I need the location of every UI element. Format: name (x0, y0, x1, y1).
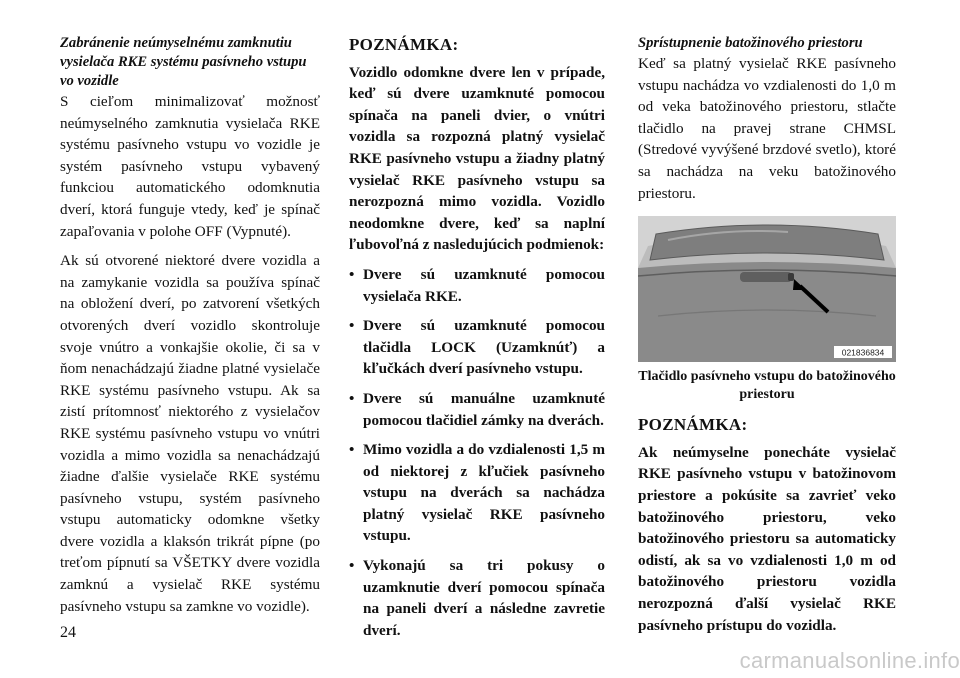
trunk-button-figure (638, 216, 896, 362)
note-heading-trunk: POZNÁMKA: (638, 415, 748, 435)
figure-code-label: 021836834 (841, 347, 885, 358)
paragraph-auto-unlock-intro: S cieľom minimalizovať možnosť neúmyselného zamknutia vysielača RKE systému pasívneho vstupu vo vozidle je systém pasívneho vstupu vybavený funkciou automatického odomknutia dverí, ktorá funguje vtedy, keď je spínač zapaľovania v polohe OFF (Vypnuté). (60, 93, 320, 240)
note-intro: Vozidlo odomkne dvere len v prípade, keď sú dvere uzamknuté pomocou spínača na paneli dvier, o vnútri vozidla sa rozpozná platný vysielač RKE pasívneho vstupu a žiadny platný vysielač RKE pasívneho vstupu sa nerozpozná mimo vozidla. Vozidlo neodomkne dvere, keď sa naplní ľubovoľná z nasledujúcich podmienok: (349, 63, 605, 254)
right-column (638, 34, 896, 644)
section-heading-unintended-lock: Zabránenie neúmyselnému zamknutiu vysielača RKE systému pasívneho vstupu vo vozidle (60, 35, 307, 89)
note-text-trunk: Ak neúmyselne ponecháte vysielač RKE pasívneho vstupu v batožinovom priestore a pokúsite sa zavrieť veko batožinového priestoru, veko batožinového priestoru sa automaticky odistí, ak sa vo vzdialenosti 1,0 m od batožinového priestoru vozidla nerozpozná ďalší vysielač RKE pasívneho prístupu do vozidla. (638, 443, 896, 634)
section-heading-trunk-access: Sprístupnenie batožinového priestoru (638, 35, 863, 51)
list-item: • Dvere sú uzamknuté pomocou vysielača RKE. (349, 264, 605, 307)
left-column (60, 34, 320, 625)
page-number: 24 (60, 624, 76, 641)
list-item: • Dvere sú uzamknuté pomocou tlačidla LOCK (Uzamknúť) a kľučkách dverí pasívneho vstupu. (349, 315, 605, 380)
list-item: • Mimo vozidla a do vzdialenosti 1,5 m od niektorej z kľučiek pasívneho vstupu na dverách sa nachádza platný vysielač RKE pasívneho vstupu. (349, 439, 605, 547)
paragraph-trunk-access: Keď sa platný vysielač RKE pasívneho vstupu nachádza vo vzdialenosti do 1,0 m od veka batožinového priestoru, stlačte tlačidlo na pravej strane CHMSL (Stredové vyvýšené brzdové svetlo), ktoré sa nachádza na veku batožinového priestoru. (638, 55, 896, 202)
conditions-list (349, 264, 605, 642)
trunk-lid-illustration (638, 216, 896, 362)
list-item: • Vykonajú sa tri pokusy o uzamknutie dverí pomocou spínača na paneli dverí a následne zavretie dverí. (349, 555, 605, 641)
middle-column (349, 34, 605, 649)
list-item: • Dvere sú manuálne uzamknuté pomocou tlačidiel zámky na dverách. (349, 388, 605, 431)
paragraph-auto-unlock-detail: Ak sú otvorené niektoré dvere vozidla a na zamykanie vozidla sa používa spínač na obložení dverí, po zatvorení všetkých otvorených dverí vozidlo skontroluje svoje vnútro a vonkajšie okolie, či sa v ňom nenachádzajú žiadne platné vysielače RKE systému pasívneho vstupu. Ak sa zistí prítomnosť niektorého z vysielačov RKE systému pasívneho vstupu vo vnútri vozidla a mimo vozidla sa nenachádzajú žiadne ďalšie vysielače RKE systému pasívneho vstupu, systém pasívneho vstupu automaticky odomkne všetky dvere vozidla a klaksón trikrát pípne (po treťom pípnutí sa VŠETKY dvere vozidla zamknú a vysielač RKE systému pasívneho vstupu sa zamkne vo vozidle). (60, 252, 320, 615)
note-heading: POZNÁMKA: (349, 35, 459, 54)
figure-caption: Tlačidlo pasívneho vstupu do batožinového priestoru (638, 369, 896, 403)
watermark-text: carmanualsonline.info (739, 648, 960, 673)
